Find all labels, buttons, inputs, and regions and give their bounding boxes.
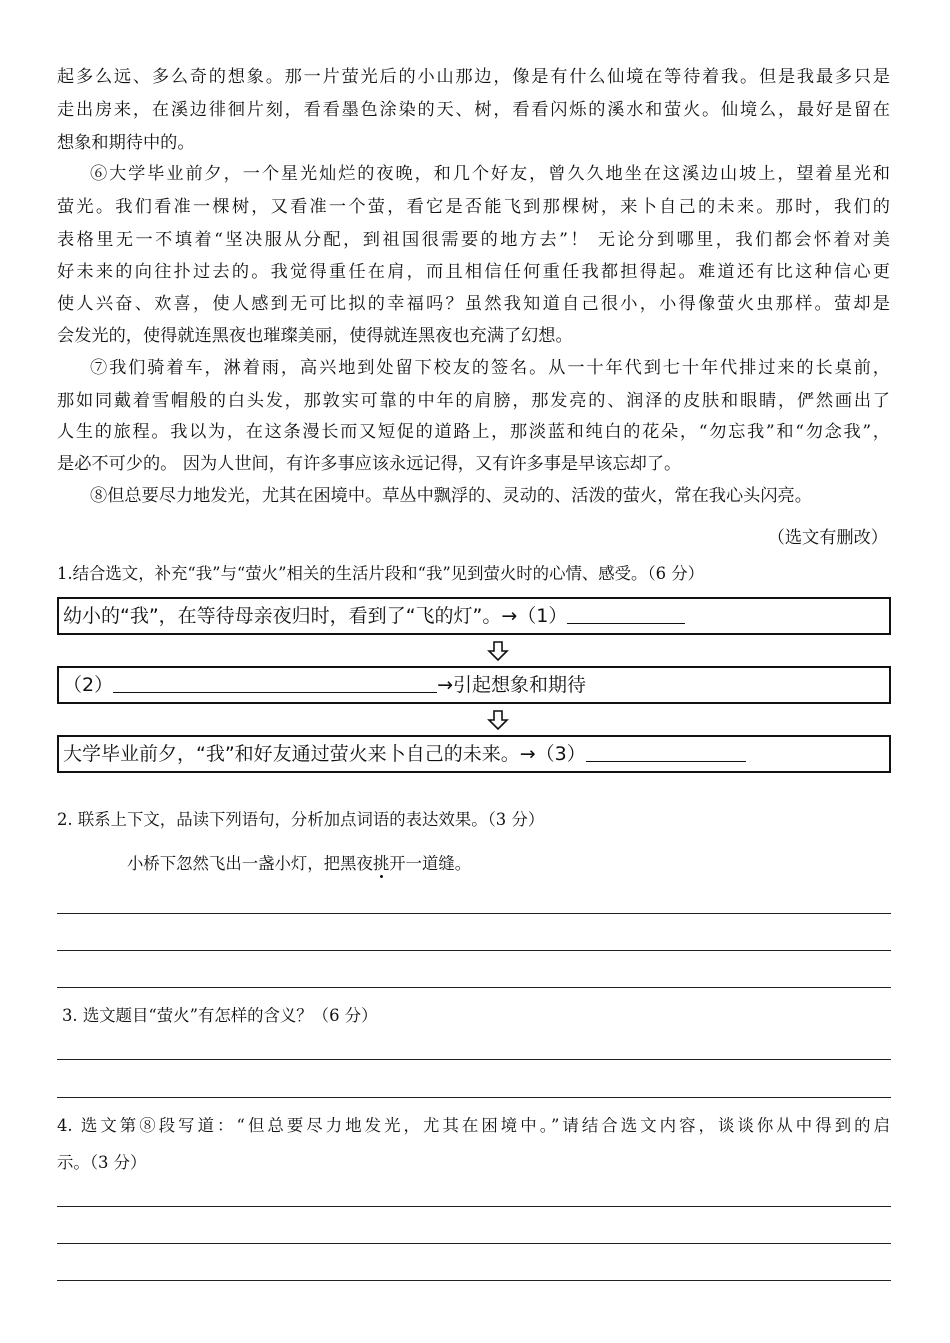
answer-line[interactable] (57, 987, 891, 988)
answer-blank-1[interactable] (567, 603, 685, 624)
passage-line: 是必不可少的。 因为人世间，有许多事应该永远记得，又有许多事是早该忘却了。 (57, 454, 682, 474)
passage-line: 萤光。我们看准一棵树，又看准一个萤，看它是否能飞到那棵树，来卜自己的未来。那时，我们的 (57, 197, 890, 217)
passage-line: 人生的旅程。我以为，在这条漫长而又短促的道路上，那淡蓝和纯白的花朵，“勿忘我”和“勿念我”， (57, 422, 890, 442)
down-outline-arrow-icon (487, 709, 509, 731)
flow-box-2-tail: →引起想象和期待 (437, 674, 587, 696)
passage-line: 表格里无一不填着“坚决服从分配，到祖国很需要的地方去”！ 无论分到哪里，我们都会怀着对美 (57, 230, 890, 250)
quote-text-end: 开一道缝。 (389, 854, 472, 873)
passage-line: 想象和期待中的。 (57, 133, 195, 153)
question-3-prompt: 3. 选文题目“萤火”有怎样的含义？（6 分） (62, 1006, 378, 1025)
answer-line[interactable] (57, 950, 891, 951)
passage-line: 好未来的向往扑过去的。我觉得重任在肩，而且相信任何重任我都担得起。难道还有比这种信心更 (57, 262, 890, 282)
answer-line[interactable] (57, 1059, 891, 1060)
question-1-prompt: 1.结合选文，补充“我”与“萤火”相关的生活片段和“我”见到萤火时的心情、感受。（6 分） (57, 564, 705, 583)
question-2-quote (127, 853, 471, 875)
answer-blank-3[interactable] (586, 741, 746, 762)
quote-text-start: 小桥下忽然飞出一盏小灯，把黑夜 (127, 854, 373, 873)
question-2-prompt: 2. 联系上下文，品读下列语句，分析加点词语的表达效果。（3 分） (57, 810, 545, 829)
paragraph-7-start: ⑦我们骑着车，淋着雨，高兴地到处留下校友的签名。从一十年代到七十年代排过来的长桌前， (90, 358, 890, 378)
flow-box-3-text: 大学毕业前夕，“我”和好友通过萤火来卜自己的未来。→（3） (63, 743, 586, 765)
answer-line[interactable] (57, 1280, 891, 1281)
flow-box-3 (57, 735, 891, 773)
answer-line[interactable] (57, 1243, 891, 1244)
source-note: （选文有删改） (767, 528, 888, 548)
down-outline-arrow-icon (487, 640, 509, 662)
passage-line: 会发光的，使得就连黑夜也璀璨美丽，使得就连黑夜也充满了幻想。 (57, 326, 573, 346)
dotted-emphasis-word: 挑 (372, 854, 390, 873)
answer-line[interactable] (57, 1097, 891, 1098)
passage-line: 使人兴奋、欢喜，使人感到无可比拟的幸福吗？虽然我知道自己很小，小得像萤火虫那样。萤却是 (57, 294, 890, 314)
paragraph-8: ⑧但总要尽力地发光，尤其在困境中。草丛中飘浮的、灵动的、活泼的萤火，常在我心头闪亮。 (90, 486, 812, 506)
question-4-prompt-end: 示。（3 分） (57, 1153, 147, 1172)
flow-box-1-text: 幼小的“我”，在等待母亲夜归时，看到了“飞的灯”。→（1） (63, 605, 568, 627)
answer-line[interactable] (57, 1206, 891, 1207)
passage-line: 起多么远、多么奇的想象。那一片萤光后的小山那边，像是有什么仙境在等待着我。但是我最多只是 (57, 67, 890, 87)
answer-line[interactable] (57, 913, 891, 914)
answer-blank-2[interactable] (113, 672, 437, 693)
paragraph-6-start: ⑥大学毕业前夕，一个星光灿烂的夜晚，和几个好友，曾久久地坐在这溪边山坡上，望着星光和 (90, 164, 890, 184)
flow-box-2 (57, 666, 891, 704)
question-4-prompt: 4. 选文第⑧段写道：“但总要尽力地发光，尤其在困境中。”请结合选文内容，谈谈你从中得到的启 (57, 1116, 890, 1135)
passage-line: 那如同戴着雪帽般的白头发，那敦实可靠的中年的肩膀，那发亮的、润泽的皮肤和眼睛，俨然画出了 (57, 391, 890, 411)
passage-line: 走出房来，在溪边徘徊片刻，看看墨色涂染的天、树，看看闪烁的溪水和萤火。仙境么，最好是留在 (57, 100, 890, 120)
flow-box-1 (57, 597, 891, 635)
flow-box-2-label: （2） (63, 674, 114, 696)
